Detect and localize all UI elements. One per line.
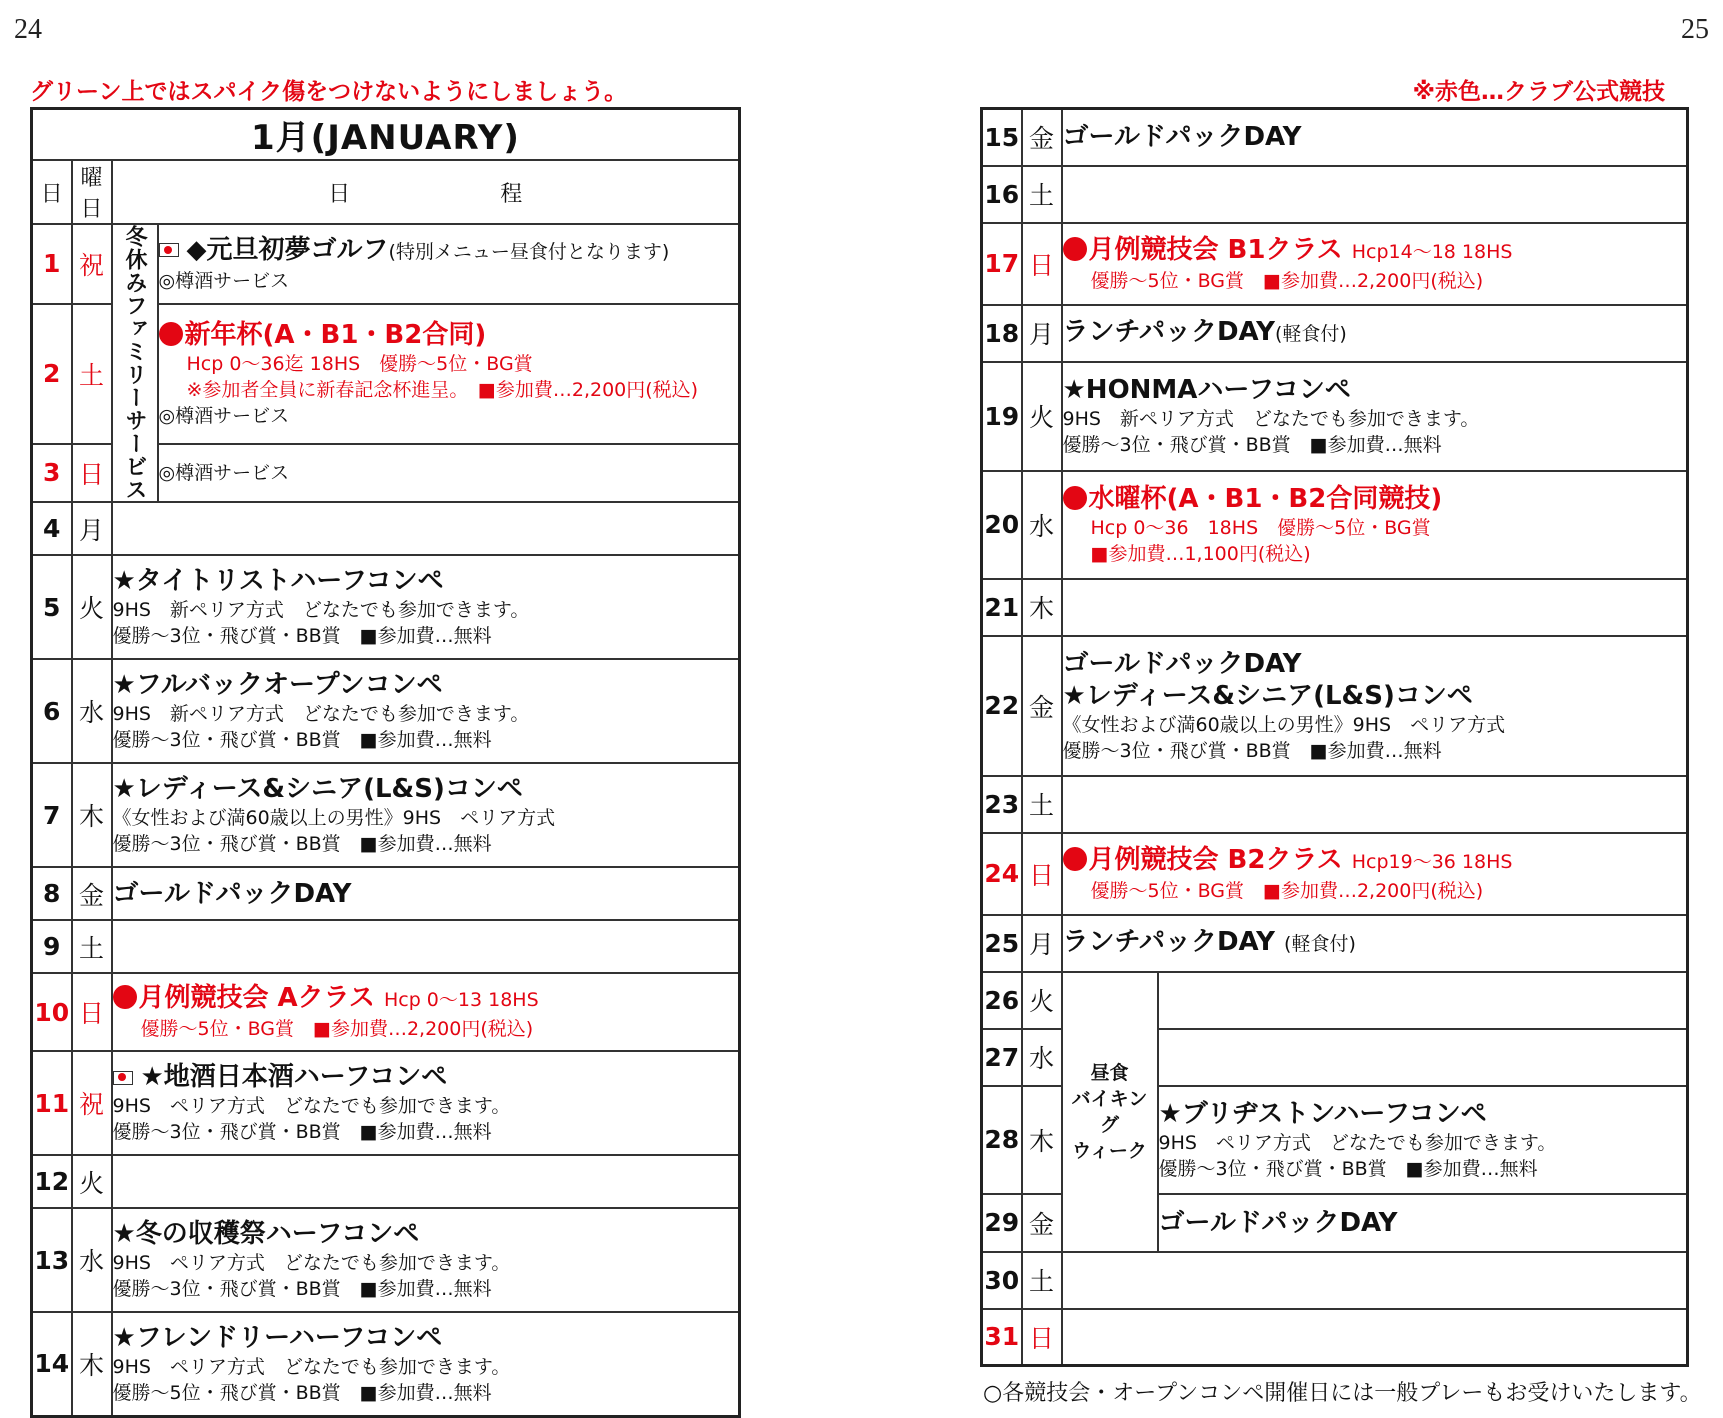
event-detail: 9HS 新ペリア方式 どなたでも参加できます。 (112, 703, 530, 725)
event-detail: Hcp 0〜36迄 18HS 優勝〜5位・BG賞 (186, 352, 533, 375)
event-title: ゴールドパックDAY (1062, 648, 1302, 679)
event-title: 水曜杯(A・B1・B2合同競技) (1088, 483, 1443, 514)
january-calendar-left (30, 107, 741, 1418)
day-number: 17 (982, 223, 1022, 305)
header-schedule: 日程 (112, 160, 740, 224)
weekday: 木 (1022, 579, 1062, 636)
day-number: 31 (982, 1309, 1022, 1366)
day-row-15 (982, 109, 1688, 166)
day-number: 2 (32, 304, 72, 444)
red-color-legend: ※赤色…クラブ公式競技 (1412, 79, 1665, 105)
schedule-cell (1062, 636, 1688, 776)
event-detail: 9HS 新ペリア方式 どなたでも参加できます。 (1062, 408, 1480, 430)
event-detail: 優勝〜5位・BG賞 ■参加費…2,200円(税込) (140, 1018, 534, 1040)
official-competition-dot-icon (159, 322, 183, 346)
day-row-22 (982, 636, 1688, 776)
event-title: ゴールドパックDAY (112, 878, 352, 909)
weekday: 火 (1022, 972, 1062, 1029)
day-row-5 (32, 555, 740, 659)
weekday: 日 (72, 444, 112, 502)
event-title-note: (軽食付) (1274, 323, 1347, 345)
page-number-right: 25 (1681, 14, 1709, 45)
schedule-cell (112, 1155, 740, 1208)
japan-flag-icon (159, 243, 179, 257)
day-row-26 (982, 972, 1688, 1029)
event-title-secondary: ★レディース&シニア(L&S)コンペ (1062, 680, 1473, 711)
day-row-4 (32, 502, 740, 555)
day-row-30 (982, 1252, 1688, 1309)
schedule-cell (1062, 109, 1688, 166)
weekday: 木 (72, 1312, 112, 1416)
weekday: 水 (72, 659, 112, 763)
general-play-notice: ○各競技会・オープンコンペ開催日には一般プレーもお受けいたします。 (983, 1381, 1702, 1406)
event-title: ランチパックDAY (1062, 317, 1275, 347)
event-detail: Hcp 0〜36 18HS 優勝〜5位・BG賞 (1090, 516, 1431, 539)
event-detail: ◎樽酒サービス (158, 269, 290, 292)
day-number: 27 (982, 1029, 1022, 1086)
weekday: 水 (1022, 471, 1062, 579)
weekday: 火 (72, 1155, 112, 1208)
event-detail: ◎樽酒サービス (158, 404, 290, 427)
day-number: 5 (32, 555, 72, 659)
weekday: 祝 (72, 1051, 112, 1155)
event-detail: 《女性および満60歳以上の男性》9HS ペリア方式 (1062, 713, 1506, 736)
event-title: 月例競技会 B1クラス (1088, 234, 1343, 265)
event-detail: ◎樽酒サービス (158, 461, 290, 484)
event-detail: ■参加費…1,100円(税込) (1090, 542, 1311, 565)
event-detail: 優勝〜3位・飛び賞・BB賞 ■参加費…無料 (112, 1121, 492, 1143)
weekday: 日 (72, 973, 112, 1051)
day-number: 15 (982, 109, 1022, 166)
winter-family-service-label: 冬休みファミリーサービス (122, 225, 147, 501)
weekday: 金 (1022, 109, 1062, 166)
weekday: 日 (1022, 223, 1062, 305)
day-row-7 (32, 763, 740, 867)
event-title-note: (軽食付) (1284, 933, 1356, 955)
day-row-18 (982, 305, 1688, 362)
day-row-19 (982, 362, 1688, 471)
weekday: 金 (1022, 636, 1062, 776)
schedule-cell (112, 867, 740, 920)
day-row-10 (32, 973, 740, 1051)
day-row-16 (982, 166, 1688, 223)
event-title-note: Hcp14〜18 18HS (1351, 240, 1513, 263)
schedule-cell (112, 1051, 740, 1155)
event-title: ランチパックDAY (1062, 927, 1275, 957)
day-number: 16 (982, 166, 1022, 223)
schedule-cell (1062, 471, 1688, 579)
day-row-6 (32, 659, 740, 763)
day-number: 8 (32, 867, 72, 920)
schedule-cell (158, 444, 740, 502)
day-row-13 (32, 1208, 740, 1312)
day-number: 4 (32, 502, 72, 555)
event-detail: 9HS 新ペリア方式 どなたでも参加できます。 (112, 599, 530, 621)
schedule-cell (112, 973, 740, 1051)
weekday: 土 (1022, 1252, 1062, 1309)
schedule-cell (1062, 362, 1688, 471)
schedule-cell (1062, 223, 1688, 305)
event-title-note: Hcp 0〜13 18HS (383, 989, 539, 1011)
schedule-cell (1062, 305, 1688, 362)
official-competition-dot-icon (1063, 486, 1087, 510)
buffet-week-label: 昼食 バイキング ウィーク (1071, 1061, 1148, 1162)
event-detail: 優勝〜5位・BG賞 ■参加費…2,200円(税込) (1090, 879, 1484, 902)
schedule-cell (1062, 915, 1688, 972)
day-number: 28 (982, 1086, 1022, 1194)
day-row-25 (982, 915, 1688, 972)
event-title: 新年杯(A・B1・B2合同) (184, 319, 487, 350)
header-weekday: 曜日 (72, 160, 112, 224)
day-number: 9 (32, 920, 72, 973)
weekday: 月 (72, 502, 112, 555)
event-title: ★冬の収穫祭ハーフコンペ (112, 1219, 420, 1249)
day-row-14 (32, 1312, 740, 1416)
day-number: 23 (982, 776, 1022, 833)
schedule-cell (112, 1312, 740, 1416)
day-row-24 (982, 833, 1688, 915)
event-title: ★HONMAハーフコンペ (1062, 375, 1351, 405)
schedule-cell (112, 763, 740, 867)
weekday: 月 (1022, 915, 1062, 972)
day-number: 26 (982, 972, 1022, 1029)
weekday: 木 (72, 763, 112, 867)
schedule-cell (112, 920, 740, 973)
weekday: 木 (1022, 1086, 1062, 1194)
event-detail: ※参加者全員に新春記念杯進呈。 ■参加費…2,200円(税込) (186, 378, 699, 401)
day-number: 22 (982, 636, 1022, 776)
schedule-cell (1158, 1086, 1688, 1194)
day-number: 18 (982, 305, 1022, 362)
event-title: 月例競技会 B2クラス (1088, 844, 1343, 875)
event-title: ★ブリヂストンハーフコンペ (1158, 1098, 1487, 1129)
day-number: 21 (982, 579, 1022, 636)
weekday: 水 (1022, 1029, 1062, 1086)
japan-flag-icon (113, 1071, 133, 1085)
event-detail: 優勝〜3位・飛び賞・BB賞 ■参加費…無料 (1062, 739, 1442, 762)
official-competition-dot-icon (1063, 847, 1087, 871)
schedule-cell (112, 555, 740, 659)
event-title: ◆元旦初夢ゴルフ (186, 234, 389, 265)
event-title: ★タイトリストハーフコンペ (112, 566, 444, 596)
schedule-cell (112, 1208, 740, 1312)
official-competition-dot-icon (1063, 237, 1087, 261)
day-row-23 (982, 776, 1688, 833)
event-title-note: Hcp19〜36 18HS (1351, 850, 1513, 873)
event-detail: 優勝〜3位・飛び賞・BB賞 ■参加費…無料 (112, 833, 492, 855)
day-number: 25 (982, 915, 1022, 972)
event-detail: 9HS ペリア方式 どなたでも参加できます。 (112, 1095, 511, 1117)
event-title: ★フルバックオープンコンペ (112, 670, 443, 700)
schedule-cell (158, 224, 740, 304)
day-row-21 (982, 579, 1688, 636)
winter-family-service-cell (112, 224, 158, 502)
weekday: 月 (1022, 305, 1062, 362)
day-number: 12 (32, 1155, 72, 1208)
event-detail: 優勝〜3位・飛び賞・BB賞 ■参加費…無料 (1062, 434, 1442, 456)
day-row-8 (32, 867, 740, 920)
event-title: ゴールドパックDAY (1062, 122, 1302, 153)
buffet-week-cell (1062, 972, 1158, 1252)
schedule-cell (1158, 972, 1688, 1029)
day-row-20 (982, 471, 1688, 579)
event-title: ★フレンドリーハーフコンペ (112, 1322, 443, 1353)
day-row-31 (982, 1309, 1688, 1366)
weekday: 金 (1022, 1194, 1062, 1252)
weekday: 火 (1022, 362, 1062, 471)
weekday: 日 (1022, 833, 1062, 915)
event-detail: 9HS ペリア方式 どなたでも参加できます。 (112, 1355, 511, 1378)
day-row-1 (32, 224, 740, 304)
schedule-cell (1062, 833, 1688, 915)
header-day: 日 (32, 160, 72, 224)
day-number: 13 (32, 1208, 72, 1312)
event-detail: 9HS ペリア方式 どなたでも参加できます。 (1158, 1131, 1557, 1154)
weekday: 火 (72, 555, 112, 659)
schedule-cell (1062, 1252, 1688, 1309)
day-row-11 (32, 1051, 740, 1155)
day-number: 1 (32, 224, 72, 304)
weekday: 土 (72, 304, 112, 444)
event-detail: 優勝〜5位・BG賞 ■参加費…2,200円(税込) (1090, 269, 1484, 292)
schedule-cell (1062, 166, 1688, 223)
weekday: 土 (1022, 166, 1062, 223)
weekday: 金 (72, 867, 112, 920)
event-detail: 優勝〜3位・飛び賞・BB賞 ■参加費…無料 (1158, 1157, 1538, 1180)
event-title: ★レディース&シニア(L&S)コンペ (112, 774, 523, 804)
event-detail: 優勝〜3位・飛び賞・BB賞 ■参加費…無料 (112, 1278, 492, 1300)
weekday: 日 (1022, 1309, 1062, 1366)
day-number: 14 (32, 1312, 72, 1416)
day-row-17 (982, 223, 1688, 305)
day-number: 7 (32, 763, 72, 867)
calendar-title: 1月(JANUARY) (32, 109, 740, 161)
weekday: 土 (1022, 776, 1062, 833)
schedule-cell (1158, 1194, 1688, 1252)
schedule-cell (1062, 1309, 1688, 1366)
schedule-cell (1062, 776, 1688, 833)
day-number: 24 (982, 833, 1022, 915)
schedule-cell (112, 659, 740, 763)
schedule-cell (1062, 579, 1688, 636)
weekday: 土 (72, 920, 112, 973)
day-number: 20 (982, 471, 1022, 579)
event-title: ゴールドパックDAY (1158, 1207, 1398, 1238)
event-title-note: (特別メニュー昼食付となります) (388, 240, 670, 263)
event-title: 月例競技会 Aクラス (138, 983, 375, 1013)
day-number: 29 (982, 1194, 1022, 1252)
day-number: 30 (982, 1252, 1022, 1309)
event-detail: 《女性および満60歳以上の男性》9HS ペリア方式 (112, 807, 556, 829)
day-number: 19 (982, 362, 1022, 471)
day-number: 6 (32, 659, 72, 763)
day-number: 3 (32, 444, 72, 502)
weekday: 祝 (72, 224, 112, 304)
event-detail: 9HS ペリア方式 どなたでも参加できます。 (112, 1252, 511, 1274)
weekday: 水 (72, 1208, 112, 1312)
schedule-cell (158, 304, 740, 444)
header-row (32, 160, 740, 224)
schedule-cell (1158, 1029, 1688, 1086)
event-title: ★地酒日本酒ハーフコンペ (140, 1062, 448, 1092)
event-detail: 優勝〜3位・飛び賞・BB賞 ■参加費…無料 (112, 729, 492, 751)
event-detail: 優勝〜3位・飛び賞・BB賞 ■参加費…無料 (112, 625, 492, 647)
day-row-12 (32, 1155, 740, 1208)
event-detail: 優勝〜5位・飛び賞・BB賞 ■参加費…無料 (112, 1381, 492, 1404)
january-calendar-right (980, 107, 1689, 1367)
schedule-cell (112, 502, 740, 555)
day-row-9 (32, 920, 740, 973)
day-number: 11 (32, 1051, 72, 1155)
spike-mark-notice: グリーン上ではスパイク傷をつけないようにしましょう。 (30, 79, 628, 105)
official-competition-dot-icon (113, 985, 137, 1009)
page-number-left: 24 (14, 14, 42, 45)
day-number: 10 (32, 973, 72, 1051)
